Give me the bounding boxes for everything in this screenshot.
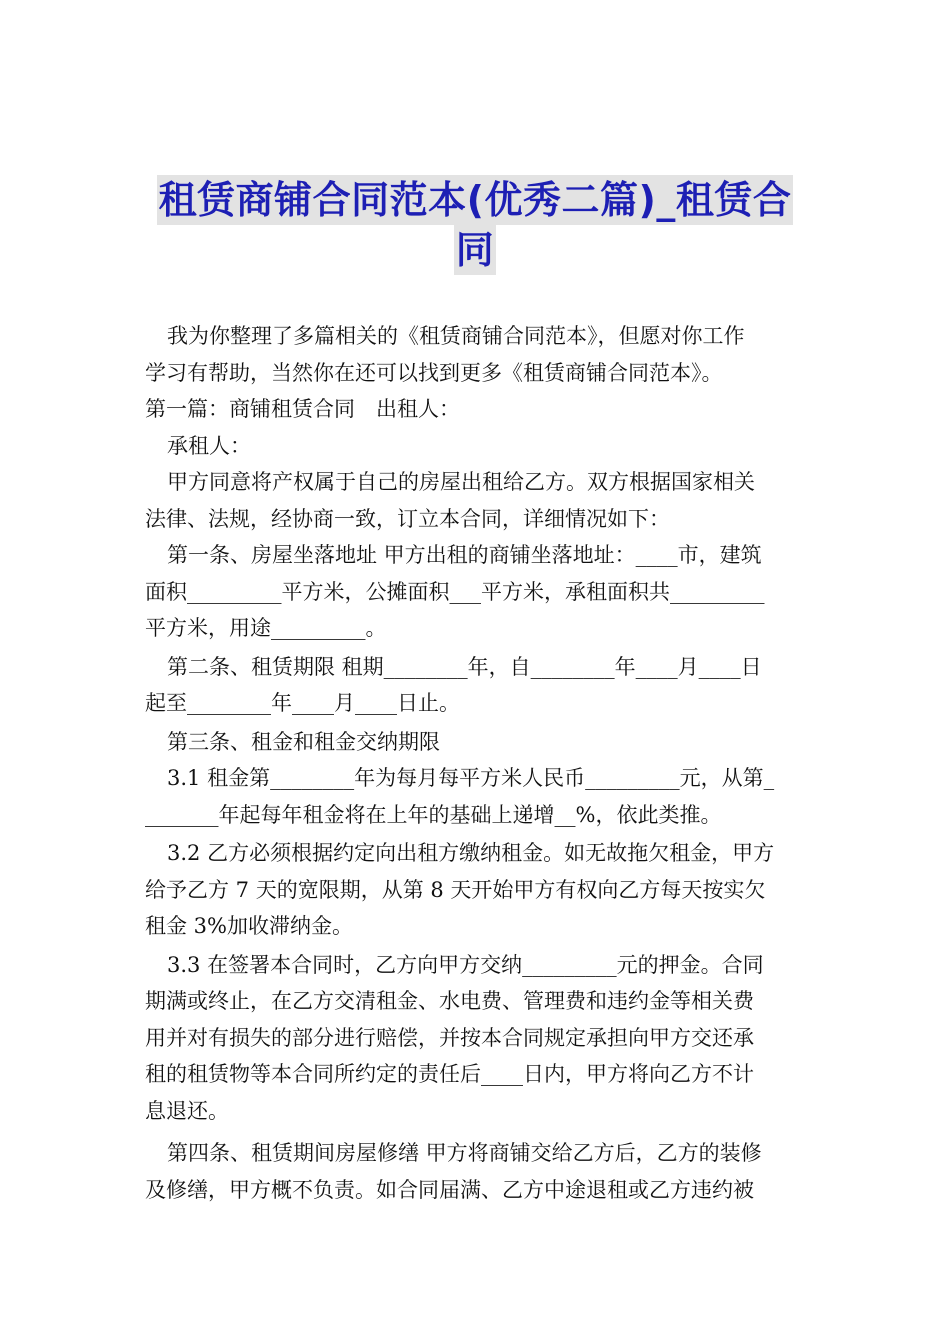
title-line-1: 租赁商铺合同范本(优秀二篇)_租赁合 xyxy=(157,175,794,225)
text-line: 第三条、租金和租金交纳期限 xyxy=(167,729,440,754)
text-line: 学习有帮助，当然你在还可以找到更多《租赁商铺合同范本》。 xyxy=(145,360,723,385)
text-line: 第四条、租赁期间房屋修缮 甲方将商铺交给乙方后，乙方的装修 xyxy=(167,1141,762,1165)
text-line: 租的租赁物等本合同所约定的责任后____日内，甲方将向乙方不计 xyxy=(145,1062,754,1086)
text-line: 法律、法规，经协商一致，订立本合同，详细情况如下： xyxy=(145,506,670,531)
text-line: 3.2 乙方必须根据约定向出租方缴纳租金。如无故拖欠租金，甲方 xyxy=(167,841,775,865)
text-line: 起至________年____月____日止。 xyxy=(145,691,460,715)
text-line: 承租人： xyxy=(167,433,251,458)
text-line: 第二条、租赁期限 租期________年，自________年____月____日 xyxy=(167,654,762,679)
text-line: 给予乙方 7 天的宽限期，从第 8 天开始甲方有权向乙方每天按实欠 xyxy=(145,877,766,902)
text-line: 3.3 在签署本合同时，乙方向甲方交纳_________元的押金。合同 xyxy=(167,952,764,977)
text-line: 租金 3%加收滞纳金。 xyxy=(145,914,353,938)
text-line: 3.1 租金第________年为每月每平方米人民币_________元，从第_ xyxy=(167,766,775,790)
text-line: _______年起每年租金将在上年的基础上递增__%，依此类推。 xyxy=(145,802,722,827)
text-line: 我为你整理了多篇相关的《租赁商铺合同范本》，但愿对你工作 xyxy=(167,324,745,348)
text-line: 息退还。 xyxy=(145,1098,229,1123)
text-line: 甲方同意将产权属于自己的房屋出租给乙方。双方根据国家相关 xyxy=(167,470,755,494)
text-line: 平方米，用途_________。 xyxy=(145,616,387,640)
text-line: 用并对有损失的部分进行赔偿，并按本合同规定承担向甲方交还承 xyxy=(145,1025,754,1050)
text-line: 面积_________平方米，公摊面积___平方米，承租面积共_________ xyxy=(145,579,765,604)
text-line: 第一篇：商铺租赁合同 出租人： xyxy=(145,397,460,421)
text-line: 及修缮，甲方概不负责。如合同届满、乙方中途退租或乙方违约被 xyxy=(145,1177,754,1202)
text-line: 第一条、房屋坐落地址 甲方出租的商铺坐落地址：____市，建筑 xyxy=(167,543,762,567)
document-title xyxy=(140,175,810,275)
title-line-2: 同 xyxy=(454,225,497,275)
text-line: 期满或终止，在乙方交清租金、水电费、管理费和违约金等相关费 xyxy=(145,989,754,1013)
document-body xyxy=(145,318,810,1208)
